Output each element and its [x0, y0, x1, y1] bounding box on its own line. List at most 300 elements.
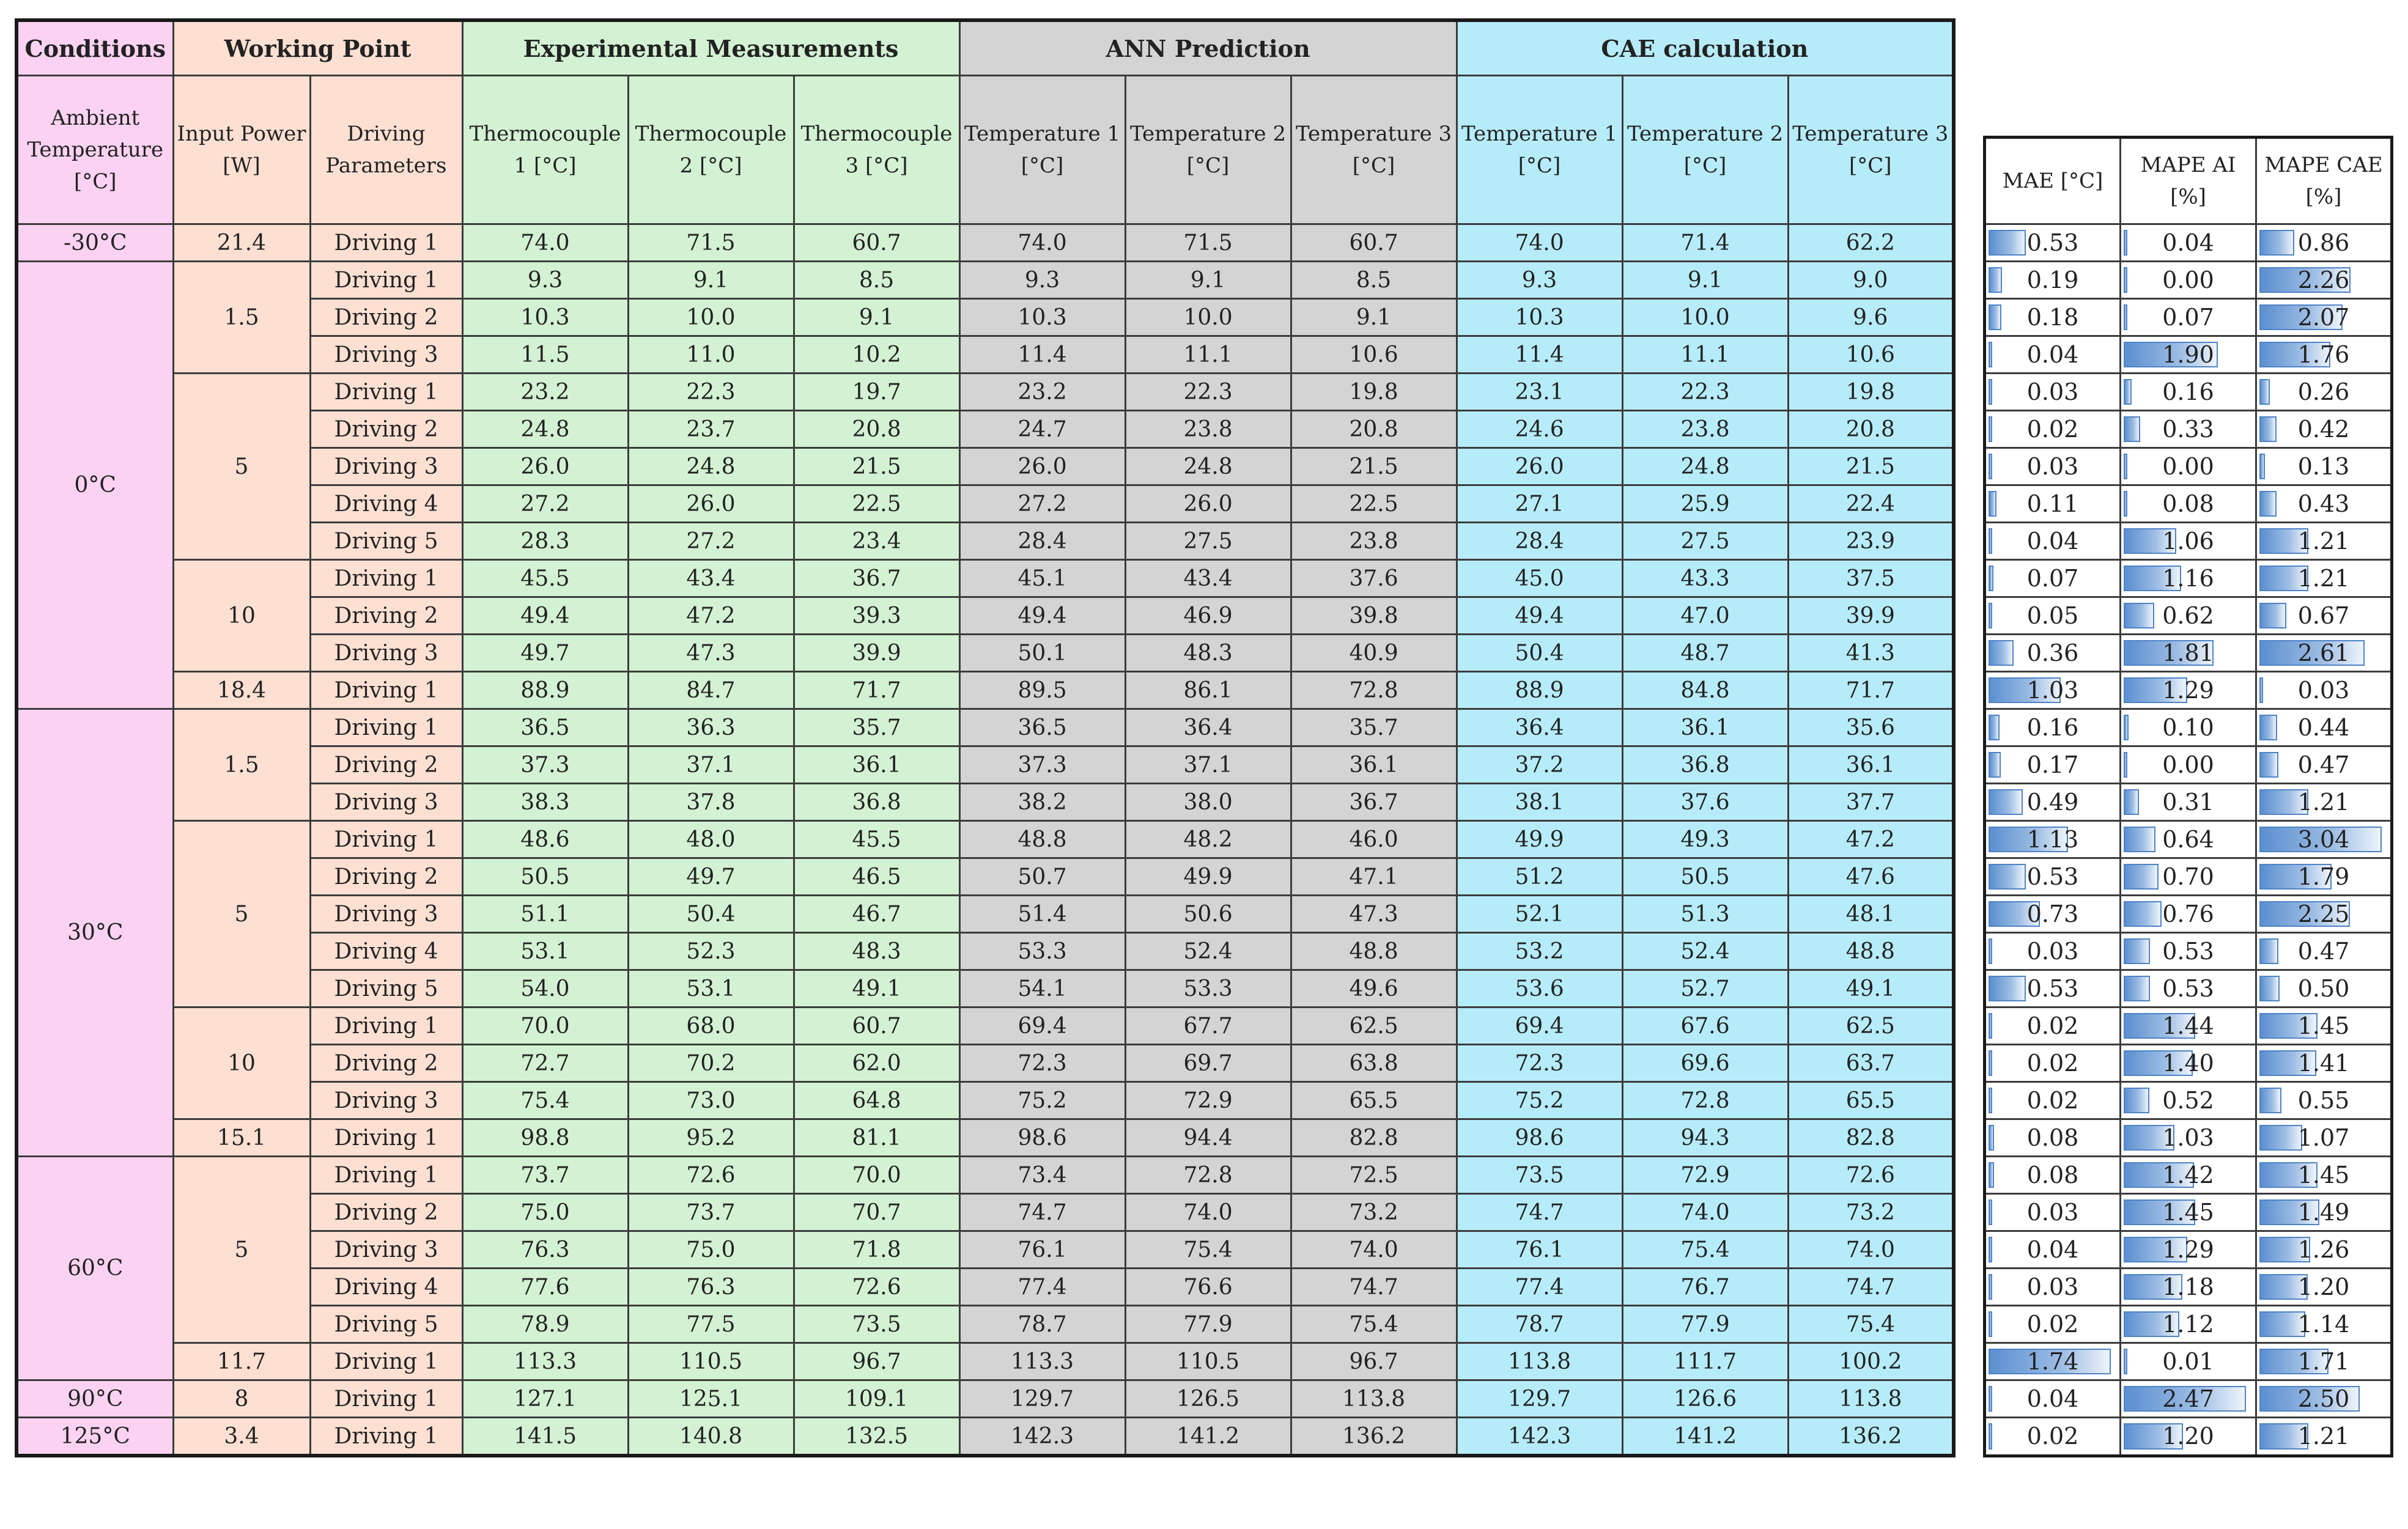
- table-row: [17, 560, 1954, 597]
- mae-value: 0.04: [2026, 1385, 2079, 1412]
- driving-parameter-cell: Driving 5: [310, 1306, 462, 1343]
- mae-cell: [1985, 299, 2121, 336]
- ann-temperature-1-cell: 36.5: [959, 709, 1125, 746]
- thermocouple-1-cell: 51.1: [462, 896, 628, 933]
- cae-temperature-3-cell: 65.5: [1788, 1082, 1954, 1119]
- mape-ai-value: 0.62: [2162, 602, 2214, 629]
- thermocouple-2-cell: 36.3: [628, 709, 794, 746]
- mape-cae-value: 2.50: [2297, 1385, 2350, 1412]
- ann-temperature-1-cell: 76.1: [959, 1231, 1125, 1269]
- mae-cell: [1985, 1418, 2121, 1456]
- thermocouple-3-cell: 49.1: [794, 970, 959, 1008]
- mae-cell: [1985, 262, 2121, 299]
- ann-temperature-3-cell: 37.6: [1291, 560, 1457, 597]
- ann-temperature-3-cell: 65.5: [1291, 1082, 1457, 1119]
- ann-temperature-3-cell: 72.8: [1291, 672, 1457, 709]
- mape-ai-cell: [2121, 1045, 2256, 1082]
- mape-ai-value: 1.03: [2162, 1124, 2214, 1151]
- ann-temperature-3-cell: 63.8: [1291, 1045, 1457, 1082]
- mape-ai-cell: [2121, 821, 2256, 858]
- mae-cell: [1985, 709, 2121, 746]
- driving-parameter-cell: Driving 1: [310, 224, 462, 262]
- thermocouple-3-cell: 23.4: [794, 523, 959, 560]
- error-metrics-body: [1985, 224, 2392, 1456]
- mape-cae-cell: [2256, 1082, 2392, 1119]
- cae-temperature-3-cell: 73.2: [1788, 1194, 1954, 1231]
- ann-temperature-3-cell: 40.9: [1291, 635, 1457, 672]
- cae-temperature-1-cell: 28.4: [1457, 523, 1622, 560]
- table-row: [17, 1380, 1954, 1418]
- thermocouple-2-cell: 37.1: [628, 746, 794, 784]
- table-row: [1985, 597, 2392, 635]
- driving-parameter-cell: Driving 1: [310, 1380, 462, 1418]
- driving-parameter-cell: Driving 2: [310, 597, 462, 635]
- ann-temperature-3-cell: 9.1: [1291, 299, 1457, 336]
- ann-temperature-3-cell: 22.5: [1291, 485, 1457, 523]
- thermocouple-3-cell: 81.1: [794, 1119, 959, 1157]
- mae-value: 0.02: [2026, 1311, 2079, 1338]
- mae-value: 1.74: [2026, 1348, 2079, 1375]
- ann-temperature-2-cell: 72.9: [1125, 1082, 1291, 1119]
- cae-temperature-1-cell: 76.1: [1457, 1231, 1622, 1269]
- cae-temperature-1-cell: 78.7: [1457, 1306, 1622, 1343]
- ann-temperature-2-cell: 38.0: [1125, 784, 1291, 821]
- thermocouple-3-cell: 132.5: [794, 1418, 959, 1456]
- ann-temperature-2-cell: 71.5: [1125, 224, 1291, 262]
- thermocouple-1-cell: 37.3: [462, 746, 628, 784]
- ann-temperature-1-cell: 72.3: [959, 1045, 1125, 1082]
- experimental-header: Experimental Measurements: [462, 20, 959, 76]
- ann-temperature-3-cell: 36.7: [1291, 784, 1457, 821]
- ann-temperature-2-cell: 49.9: [1125, 858, 1291, 896]
- mape-cae-cell: [2256, 784, 2392, 821]
- mape-ai-cell: [2121, 635, 2256, 672]
- mape-cae-value: 0.42: [2297, 416, 2350, 443]
- mape-ai-cell: [2121, 1231, 2256, 1269]
- ann-temperature-1-cell: 50.7: [959, 858, 1125, 896]
- table-row: [17, 1157, 1954, 1194]
- table-row: [1985, 784, 2392, 821]
- cae-temperature-3-cell: 37.7: [1788, 784, 1954, 821]
- ann-temperature-1-cell: 24.7: [959, 411, 1125, 448]
- ann-temperature-3-cell: 136.2: [1291, 1418, 1457, 1456]
- mape-ai-cell: [2121, 1306, 2256, 1343]
- error-metrics-table: [1983, 136, 2393, 1457]
- mape-ai-value: 0.33: [2162, 416, 2214, 443]
- thermocouple-2-cell: 49.7: [628, 858, 794, 896]
- mape-ai-value: 1.42: [2162, 1162, 2214, 1188]
- table-row: [1985, 1306, 2392, 1343]
- mape-ai-cell: [2121, 970, 2256, 1008]
- mape-cae-cell: [2256, 896, 2392, 933]
- thermocouple-2-cell: 11.0: [628, 336, 794, 374]
- mae-value: 0.53: [2026, 863, 2079, 890]
- thermocouple-1-cell: 23.2: [462, 374, 628, 411]
- thermocouple-2-cell: 140.8: [628, 1418, 794, 1456]
- mae-cell: [1985, 635, 2121, 672]
- ann-temperature-3-cell: 35.7: [1291, 709, 1457, 746]
- cae-temperature-3-cell: 39.9: [1788, 597, 1954, 635]
- thermocouple-1-cell: 48.6: [462, 821, 628, 858]
- driving-parameter-cell: Driving 1: [310, 1343, 462, 1380]
- thermocouple-3-cell: 109.1: [794, 1380, 959, 1418]
- driving-parameter-cell: Driving 1: [310, 262, 462, 299]
- ann-temperature-2-cell: 69.7: [1125, 1045, 1291, 1082]
- mape-ai-cell: [2121, 896, 2256, 933]
- driving-parameter-cell: Driving 1: [310, 672, 462, 709]
- ambient-temperature-cell: 60°C: [17, 1157, 173, 1380]
- ann-temperature-1-cell: 51.4: [959, 896, 1125, 933]
- cae-temperature-3-cell: 41.3: [1788, 635, 1954, 672]
- mape-cae-value: 1.49: [2297, 1199, 2350, 1226]
- ann-temperature-2-cell: 76.6: [1125, 1269, 1291, 1306]
- table-row: [1985, 1082, 2392, 1119]
- ann-temperature-3-cell: 47.1: [1291, 858, 1457, 896]
- thermocouple-3-cell: 36.1: [794, 746, 959, 784]
- ann-temperature-1-cell: 48.8: [959, 821, 1125, 858]
- table-row: [1985, 411, 2392, 448]
- ann-temperature-3-cell: 20.8: [1291, 411, 1457, 448]
- ann-temperature-3-cell: 10.6: [1291, 336, 1457, 374]
- ann-temperature-1-cell: 37.3: [959, 746, 1125, 784]
- mape-ai-cell: [2121, 933, 2256, 970]
- cae-temperature-3-cell: 75.4: [1788, 1306, 1954, 1343]
- thermocouple-3-cell: 39.3: [794, 597, 959, 635]
- input-power-cell: 1.5: [173, 262, 310, 374]
- table-row: [1985, 1343, 2392, 1380]
- table-row: [1985, 1008, 2392, 1045]
- ann-temperature-3-cell: 60.7: [1291, 224, 1457, 262]
- cae-temperature-2-cell: 141.2: [1622, 1418, 1788, 1456]
- cae-temperature-2-cell: 49.3: [1622, 821, 1788, 858]
- ann-temperature-3-cell: 46.0: [1291, 821, 1457, 858]
- table-row: [1985, 523, 2392, 560]
- driving-parameter-cell: Driving 2: [310, 1045, 462, 1082]
- mae-value: 0.07: [2026, 565, 2079, 592]
- thermocouple-3-cell: 48.3: [794, 933, 959, 970]
- mape-cae-cell: [2256, 1157, 2392, 1194]
- mae-cell: [1985, 1231, 2121, 1269]
- mape-ai-value: 1.29: [2162, 1236, 2214, 1263]
- cae-temperature-1-cell: 98.6: [1457, 1119, 1622, 1157]
- ann-temperature-2-cell: 36.4: [1125, 709, 1291, 746]
- cae-temperature-1-cell: 36.4: [1457, 709, 1622, 746]
- thermocouple-3-cell: 72.6: [794, 1269, 959, 1306]
- mae-cell: [1985, 1119, 2121, 1157]
- ann-temperature-3-cell: 82.8: [1291, 1119, 1457, 1157]
- ambient-temperature-cell: 90°C: [17, 1380, 173, 1418]
- cae-temperature-1-cell: 72.3: [1457, 1045, 1622, 1082]
- thermocouple-3-cell: 60.7: [794, 224, 959, 262]
- table-row: [1985, 1157, 2392, 1194]
- mae-value: 0.49: [2026, 789, 2079, 816]
- ann-temperature-2-header: Temperature 2 [°C]: [1125, 76, 1291, 224]
- ann-temperature-3-cell: 73.2: [1291, 1194, 1457, 1231]
- table-row: [1985, 336, 2392, 374]
- ann-temperature-2-cell: 50.6: [1125, 896, 1291, 933]
- mape-cae-cell: [2256, 709, 2392, 746]
- mape-ai-value: 0.53: [2162, 975, 2214, 1002]
- cae-temperature-2-cell: 72.8: [1622, 1082, 1788, 1119]
- mape-cae-value: 1.07: [2297, 1124, 2350, 1151]
- mae-value: 0.03: [2026, 1273, 2079, 1300]
- thermocouple-3-cell: 9.1: [794, 299, 959, 336]
- mape-cae-value: 0.55: [2297, 1087, 2350, 1114]
- driving-parameter-cell: Driving 1: [310, 1157, 462, 1194]
- cae-temperature-2-cell: 84.8: [1622, 672, 1788, 709]
- mae-value: 0.36: [2026, 639, 2079, 666]
- mape-cae-cell: [2256, 485, 2392, 523]
- thermocouple-2-cell: 22.3: [628, 374, 794, 411]
- thermocouple-2-cell: 48.0: [628, 821, 794, 858]
- thermocouple-2-cell: 26.0: [628, 485, 794, 523]
- thermocouple-1-header: Thermocouple 1 [°C]: [462, 76, 628, 224]
- thermocouple-2-cell: 72.6: [628, 1157, 794, 1194]
- mape-ai-cell: [2121, 336, 2256, 374]
- thermocouple-2-cell: 47.2: [628, 597, 794, 635]
- driving-parameter-cell: Driving 3: [310, 896, 462, 933]
- ann-temperature-2-cell: 22.3: [1125, 374, 1291, 411]
- cae-temperature-1-cell: 74.7: [1457, 1194, 1622, 1231]
- mape-ai-value: 0.08: [2162, 490, 2214, 517]
- thermocouple-3-cell: 10.2: [794, 336, 959, 374]
- mae-cell: [1985, 1157, 2121, 1194]
- cae-temperature-2-cell: 50.5: [1622, 858, 1788, 896]
- mae-value: 0.04: [2026, 341, 2079, 368]
- thermocouple-2-cell: 76.3: [628, 1269, 794, 1306]
- cae-temperature-1-cell: 38.1: [1457, 784, 1622, 821]
- table-row: [1985, 262, 2392, 299]
- ann-temperature-3-cell: 8.5: [1291, 262, 1457, 299]
- ann-temperature-1-cell: 73.4: [959, 1157, 1125, 1194]
- thermocouple-2-cell: 73.7: [628, 1194, 794, 1231]
- ann-temperature-3-cell: 74.7: [1291, 1269, 1457, 1306]
- ann-temperature-2-cell: 94.4: [1125, 1119, 1291, 1157]
- mae-cell: [1985, 896, 2121, 933]
- cae-temperature-2-cell: 69.6: [1622, 1045, 1788, 1082]
- driving-parameter-cell: Driving 1: [310, 821, 462, 858]
- cae-temperature-1-cell: 11.4: [1457, 336, 1622, 374]
- mape-cae-cell: [2256, 448, 2392, 485]
- mape-cae-value: 0.03: [2297, 677, 2350, 704]
- thermocouple-3-cell: 64.8: [794, 1082, 959, 1119]
- mape-ai-value: 1.40: [2162, 1050, 2214, 1077]
- mape-cae-value: 2.07: [2297, 304, 2350, 331]
- mae-header: MAE [°C]: [1985, 138, 2121, 224]
- thermocouple-1-cell: 77.6: [462, 1269, 628, 1306]
- mae-value: 0.73: [2026, 901, 2079, 927]
- table-row: [1985, 672, 2392, 709]
- thermocouple-2-cell: 23.7: [628, 411, 794, 448]
- thermocouple-1-cell: 49.4: [462, 597, 628, 635]
- thermocouple-2-cell: 9.1: [628, 262, 794, 299]
- mae-cell: [1985, 672, 2121, 709]
- mape-cae-value: 0.47: [2297, 751, 2350, 778]
- cae-temperature-1-cell: 129.7: [1457, 1380, 1622, 1418]
- mape-cae-cell: [2256, 523, 2392, 560]
- ann-temperature-2-cell: 11.1: [1125, 336, 1291, 374]
- thermocouple-2-cell: 95.2: [628, 1119, 794, 1157]
- ann-temperature-1-cell: 98.6: [959, 1119, 1125, 1157]
- cae-temperature-2-cell: 36.8: [1622, 746, 1788, 784]
- ann-temperature-1-cell: 49.4: [959, 597, 1125, 635]
- mape-ai-value: 0.00: [2162, 267, 2214, 293]
- mape-ai-value: 1.29: [2162, 677, 2214, 704]
- ann-temperature-3-cell: 23.8: [1291, 523, 1457, 560]
- mape-cae-value: 1.21: [2297, 1423, 2350, 1450]
- ann-temperature-3-cell: 21.5: [1291, 448, 1457, 485]
- mae-value: 0.04: [2026, 1236, 2079, 1263]
- cae-temperature-2-cell: 25.9: [1622, 485, 1788, 523]
- thermocouple-3-cell: 70.0: [794, 1157, 959, 1194]
- mae-cell: [1985, 560, 2121, 597]
- ann-temperature-2-cell: 43.4: [1125, 560, 1291, 597]
- mape-ai-cell: [2121, 560, 2256, 597]
- table-row: [1985, 821, 2392, 858]
- cae-temperature-3-cell: 35.6: [1788, 709, 1954, 746]
- driving-parameter-cell: Driving 1: [310, 1008, 462, 1045]
- ann-temperature-2-cell: 9.1: [1125, 262, 1291, 299]
- thermocouple-2-header: Thermocouple 2 [°C]: [628, 76, 794, 224]
- driving-parameter-cell: Driving 3: [310, 635, 462, 672]
- thermocouple-1-cell: 24.8: [462, 411, 628, 448]
- mae-value: 0.02: [2026, 1087, 2079, 1114]
- mae-value: 0.11: [2026, 490, 2079, 517]
- thermocouple-1-cell: 49.7: [462, 635, 628, 672]
- mape-cae-value: 0.13: [2297, 453, 2350, 480]
- thermocouple-2-cell: 24.8: [628, 448, 794, 485]
- thermocouple-2-cell: 43.4: [628, 560, 794, 597]
- mae-cell: [1985, 523, 2121, 560]
- mape-ai-cell: [2121, 1269, 2256, 1306]
- mae-cell: [1985, 1380, 2121, 1418]
- ann-temperature-1-header: Temperature 1 [°C]: [959, 76, 1125, 224]
- ann-temperature-2-cell: 46.9: [1125, 597, 1291, 635]
- mae-value: 0.03: [2026, 453, 2079, 480]
- cae-temperature-1-cell: 45.0: [1457, 560, 1622, 597]
- thermocouple-1-cell: 50.5: [462, 858, 628, 896]
- ann-temperature-2-cell: 27.5: [1125, 523, 1291, 560]
- mape-ai-value: 1.12: [2162, 1311, 2214, 1338]
- mae-cell: [1985, 970, 2121, 1008]
- mape-cae-value: 1.21: [2297, 565, 2350, 592]
- ann-temperature-1-cell: 89.5: [959, 672, 1125, 709]
- cae-temperature-3-cell: 62.2: [1788, 224, 1954, 262]
- mape-ai-value: 0.31: [2162, 789, 2214, 816]
- ann-temperature-1-cell: 9.3: [959, 262, 1125, 299]
- ann-temperature-2-cell: 110.5: [1125, 1343, 1291, 1380]
- mape-cae-cell: [2256, 560, 2392, 597]
- thermocouple-1-cell: 127.1: [462, 1380, 628, 1418]
- driving-parameter-cell: Driving 1: [310, 709, 462, 746]
- ann-temperature-3-cell: 75.4: [1291, 1306, 1457, 1343]
- cae-temperature-3-cell: 49.1: [1788, 970, 1954, 1008]
- cae-temperature-3-cell: 100.2: [1788, 1343, 1954, 1380]
- thermocouple-1-cell: 10.3: [462, 299, 628, 336]
- driving-parameter-cell: Driving 1: [310, 374, 462, 411]
- table-row: [1985, 448, 2392, 485]
- ann-temperature-2-cell: 10.0: [1125, 299, 1291, 336]
- mape-cae-value: 1.14: [2297, 1311, 2350, 1338]
- mape-cae-value: 0.47: [2297, 938, 2350, 965]
- table-row: [17, 1418, 1954, 1456]
- mape-ai-cell: [2121, 1157, 2256, 1194]
- table-row: [1985, 709, 2392, 746]
- working-point-header: Working Point: [173, 20, 462, 76]
- table-row: [1985, 933, 2392, 970]
- mae-cell: [1985, 336, 2121, 374]
- ann-temperature-3-cell: 72.5: [1291, 1157, 1457, 1194]
- thermocouple-2-cell: 27.2: [628, 523, 794, 560]
- cae-temperature-1-cell: 51.2: [1457, 858, 1622, 896]
- mape-cae-cell: [2256, 1194, 2392, 1231]
- cae-temperature-1-cell: 142.3: [1457, 1418, 1622, 1456]
- driving-parameter-cell: Driving 4: [310, 933, 462, 970]
- thermocouple-2-cell: 10.0: [628, 299, 794, 336]
- ann-temperature-2-cell: 126.5: [1125, 1380, 1291, 1418]
- table-row: [17, 709, 1954, 746]
- table-row: [1985, 970, 2392, 1008]
- mape-cae-cell: [2256, 1008, 2392, 1045]
- mae-cell: [1985, 597, 2121, 635]
- driving-parameter-cell: Driving 5: [310, 523, 462, 560]
- cae-temperature-3-cell: 82.8: [1788, 1119, 1954, 1157]
- mape-cae-value: 1.76: [2297, 341, 2350, 368]
- ann-temperature-1-cell: 45.1: [959, 560, 1125, 597]
- input-power-cell: 5: [173, 1157, 310, 1343]
- mae-cell: [1985, 821, 2121, 858]
- ann-temperature-2-cell: 86.1: [1125, 672, 1291, 709]
- mape-cae-value: 0.43: [2297, 490, 2350, 517]
- thermocouple-1-cell: 28.3: [462, 523, 628, 560]
- mae-value: 0.16: [2026, 714, 2079, 741]
- mape-ai-cell: [2121, 1008, 2256, 1045]
- ann-temperature-1-cell: 38.2: [959, 784, 1125, 821]
- mape-cae-value: 1.20: [2297, 1273, 2350, 1300]
- mape-ai-value: 1.18: [2162, 1273, 2214, 1300]
- driving-params-header: Driving Parameters: [310, 76, 462, 224]
- mae-cell: [1985, 1008, 2121, 1045]
- mape-cae-cell: [2256, 299, 2392, 336]
- driving-parameter-cell: Driving 3: [310, 448, 462, 485]
- mape-ai-value: 0.70: [2162, 863, 2214, 890]
- cae-temperature-2-cell: 52.7: [1622, 970, 1788, 1008]
- table-row: [1985, 746, 2392, 784]
- cae-temperature-3-cell: 74.7: [1788, 1269, 1954, 1306]
- cae-header: CAE calculation: [1457, 20, 1954, 76]
- ann-temperature-2-cell: 26.0: [1125, 485, 1291, 523]
- cae-temperature-2-cell: 71.4: [1622, 224, 1788, 262]
- cae-temperature-1-cell: 50.4: [1457, 635, 1622, 672]
- driving-parameter-cell: Driving 3: [310, 1082, 462, 1119]
- thermocouple-3-cell: 71.7: [794, 672, 959, 709]
- thermocouple-3-cell: 62.0: [794, 1045, 959, 1082]
- cae-temperature-3-cell: 23.9: [1788, 523, 1954, 560]
- mape-ai-value: 0.53: [2162, 938, 2214, 965]
- mae-value: 0.02: [2026, 1012, 2079, 1039]
- ann-temperature-1-cell: 129.7: [959, 1380, 1125, 1418]
- table-row: [1985, 1380, 2392, 1418]
- ann-temperature-1-cell: 142.3: [959, 1418, 1125, 1456]
- mape-cae-cell: [2256, 1380, 2392, 1418]
- mape-ai-cell: [2121, 1418, 2256, 1456]
- cae-temperature-3-cell: 22.4: [1788, 485, 1954, 523]
- table-row: [17, 1343, 1954, 1380]
- cae-temperature-2-cell: 48.7: [1622, 635, 1788, 672]
- mae-value: 0.18: [2026, 304, 2079, 331]
- thermocouple-2-cell: 84.7: [628, 672, 794, 709]
- driving-parameter-cell: Driving 1: [310, 1119, 462, 1157]
